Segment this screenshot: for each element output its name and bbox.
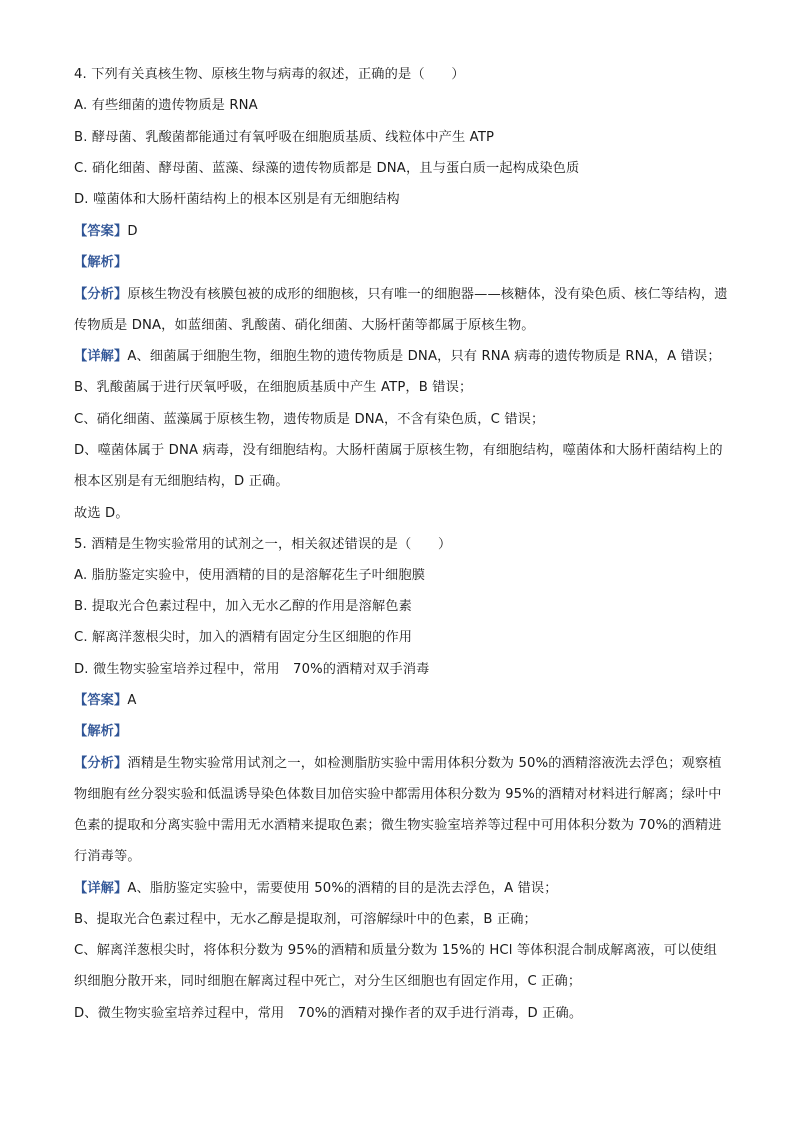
question-5-option-a: A. 脂肪鉴定实验中，使用酒精的目的是溶解花生子叶细胞膜 (74, 568, 426, 583)
question-4-option-c: C. 硝化细菌、酵母菌、蓝藻、绿藻的遗传物质都是 DNA，且与蛋白质一起构成染色质 (74, 161, 580, 176)
fenxi-text: 原核生物没有核膜包被的成形的细胞核，只有唯一的细胞器——核糖体，没有染色质、核仁等结构，遗传物质是 DNA，如蓝细菌、乳酸菌、硝化细菌、大肠杆菌等都属于原核生物。 (74, 287, 728, 333)
question-5-stem: 5. 酒精是生物实验常用的试剂之一，相关叙述错误的是（ ） (74, 537, 452, 552)
xiangjie-tag: 【详解】 (74, 881, 128, 896)
fenxi-tag: 【分析】 (74, 756, 128, 771)
answer-value: D (127, 224, 138, 239)
question-4-analysis-heading (74, 254, 729, 272)
analysis-tag: 【解析】 (74, 255, 128, 270)
question-4-option-b: B. 酵母菌、乳酸菌都能通过有氧呼吸在细胞质基质、线粒体中产生 ATP (74, 130, 495, 145)
answer-value: A (127, 693, 137, 708)
xiangjie-tag: 【详解】 (74, 349, 128, 364)
question-5-xiangjie-c: C、解离洋葱根尖时，将体积分数为 95%的酒精和质量分数为 15%的 HCl 等体积混合制成解离液，可以使组织细胞分散开来，同时细胞在解离过程中死亡，对分生区细胞也有固定作用，C 正确； (74, 943, 717, 989)
question-4-answer (74, 223, 729, 241)
question-4-xiangjie-c: C、硝化细菌、蓝藻属于原核生物，遗传物质是 DNA，不含有染色质，C 错误； (74, 412, 545, 427)
question-4-xiangjie-b: B、乳酸菌属于进行厌氧呼吸，在细胞质基质中产生 ATP，B 错误； (74, 380, 473, 395)
question-5-option-c: C. 解离洋葱根尖时，加入的酒精有固定分生区细胞的作用 (74, 630, 413, 645)
answer-tag: 【答案】 (74, 693, 128, 708)
analysis-tag: 【解析】 (74, 724, 128, 739)
question-4-option-a: A. 有些细菌的遗传物质是 RNA (74, 98, 258, 113)
question-4-option-d: D. 噬菌体和大肠杆菌结构上的根本区别是有无细胞结构 (74, 192, 400, 207)
question-4-stem: 4. 下列有关真核生物、原核生物与病毒的叙述，正确的是（ ） (74, 67, 465, 82)
question-5-option-d: D. 微生物实验室培养过程中，常用 70%的酒精对双手消毒 (74, 662, 430, 677)
question-4-fenxi (74, 279, 729, 341)
fenxi-text: 酒精是生物实验常用试剂之一，如检测脂肪实验中需用体积分数为 50%的酒精溶液洗去浮色；观察植物细胞有丝分裂实验和低温诱导染色体数目加倍实验中都需用体积分数为 95%的酒精对材料进行解离；绿叶中色素的提取和分离实验中需用无水酒精来提取色素；微生物实验室培养等过程中可用体积分数为 70%的酒精进行消毒等。 (74, 756, 722, 864)
fenxi-tag: 【分析】 (74, 287, 128, 302)
answer-tag: 【答案】 (74, 224, 128, 239)
question-5-fenxi (74, 748, 729, 872)
xiangjie-text: A、细菌属于细胞生物，细胞生物的遗传物质是 DNA，只有 RNA 病毒的遗传物质是 RNA，A 错误； (127, 349, 721, 364)
question-4-xiangjie-a (74, 348, 729, 366)
question-5-xiangjie-b: B、提取光合色素过程中，无水乙醇是提取剂，可溶解绿叶中的色素，B 正确； (74, 912, 537, 927)
xiangjie-text: A、脂肪鉴定实验中，需要使用 50%的酒精的目的是洗去浮色，A 错误； (127, 881, 558, 896)
question-5-xiangjie-d: D、微生物实验室培养过程中，常用 70%的酒精对操作者的双手进行消毒，D 正确。 (74, 1006, 583, 1021)
question-4-xiangjie-d: D、噬菌体属于 DNA 病毒，没有细胞结构。大肠杆菌属于原核生物，有细胞结构，噬菌体和大肠杆菌结构上的根本区别是有无细胞结构，D 正确。 (74, 443, 723, 489)
question-5-answer (74, 692, 729, 710)
question-5-xiangjie-a (74, 880, 729, 898)
question-5-analysis-heading (74, 723, 729, 741)
question-4-conclusion: 故选 D。 (74, 506, 129, 521)
question-5-option-b: B. 提取光合色素过程中，加入无水乙醇的作用是溶解色素 (74, 599, 412, 614)
